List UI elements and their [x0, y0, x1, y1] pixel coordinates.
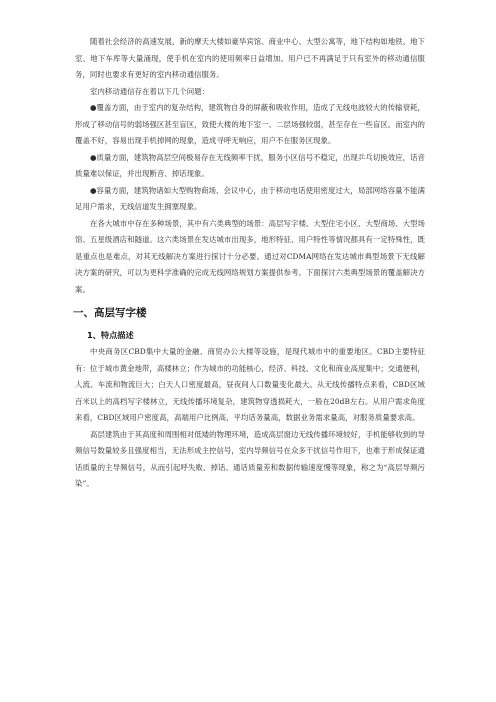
section-heading: 一、高层写字楼: [73, 307, 147, 319]
capacity-bullet: ●容量方面，建筑物诸如大型购物商场、会议中心，由于移动电话使用密度过大，局部网络容量不能满足用户需求，无线信道发生拥塞现象。: [75, 185, 425, 211]
document-body: [75, 34, 425, 493]
pilot-pollution-paragraph: 高层建筑由于其高度和周围相对低矮的物理环境，造成高层窗边无线传播环境较好，手机能够收到的导频信号数量较多且强度相当，无法形成主控信号，室内导频信号在众多干扰信号作用下，也难于形成保证通话质量的主导频信号，从而引起呼失败、掉话、通话质量差和数据传输速度慢等现象，称之为“高层导频污染”。: [75, 429, 425, 488]
coverage-bullet: ●覆盖方面，由于室内的复杂结构，建筑物自身的屏蔽和吸收作用，造成了无线电波较大的传输衰耗，形成了移动信号的弱场强区甚至盲区，致使大楼的地下室一、二层场强较弱，甚至存在一些盲区。而室内的覆盖不好，容易出现手机掉网的现象，造成寻呼无响应，用户不在服务区现象。: [75, 103, 425, 145]
scenarios-paragraph: 在各大城市中存在多种场景，其中有六类典型的场景：高层写字楼、大型住宅小区、大型商场、大型场馆、五星级酒店和隧道。这六类场景在发达城市出现多，地形特征、用户特性等情况都具有一定特殊性，既是重点也是难点，对其无线解决方案进行探讨十分必要。通过对CDMA网络在发达城市典型场景下无线解决方案的研究，可以为更科学准确的完成无线网络规划方案提供参考。下面探讨六类典型场景的覆盖解决方案。: [75, 218, 425, 294]
subsection-heading: 1、特点描述: [87, 330, 134, 340]
intro-paragraph-2: 室内移动通信存在着以下几个问题：: [90, 86, 210, 96]
intro-paragraph-1: 随着社会经济的高速发展，新的摩天大楼如豪华宾馆、商业中心、大型公寓等，地下结构如地铁、地下室、地下车库等大量涌现，使手机在室内的使用频率日益增加。用户已不再满足于只有室外的移动通信服务，同时也要求有更好的室内移动通信服务。: [75, 37, 425, 79]
cbd-paragraph: 中央商务区CBD集中大量的金融、商贸办公大楼等设施，是现代城市中的重要地区。CBD主要特征有：位于城市黄金地带，高楼林立；作为城市的功能核心，经济、科技、文化和商业高度集中；交通便利，人流、车流和物流巨大；白天人口密度最高，昼夜间人口数量变化最大。从无线传播特点来看，CBD区域百米以上的高档写字楼林立，无线传播环境复杂，建筑物穿透损耗大，一般在20dB左右。从用户需求角度来看，CBD区域用户密度高，高端用户比例高，平均话务量高，数据业务需求量高，对服务质量要求高。: [75, 347, 425, 422]
quality-bullet: ●质量方面，建筑物高层空间极易存在无线频率干扰，服务小区信号不稳定，出现乒乓切换效应，话音质量难以保证，并出现断音、掉话现象。: [75, 152, 425, 178]
